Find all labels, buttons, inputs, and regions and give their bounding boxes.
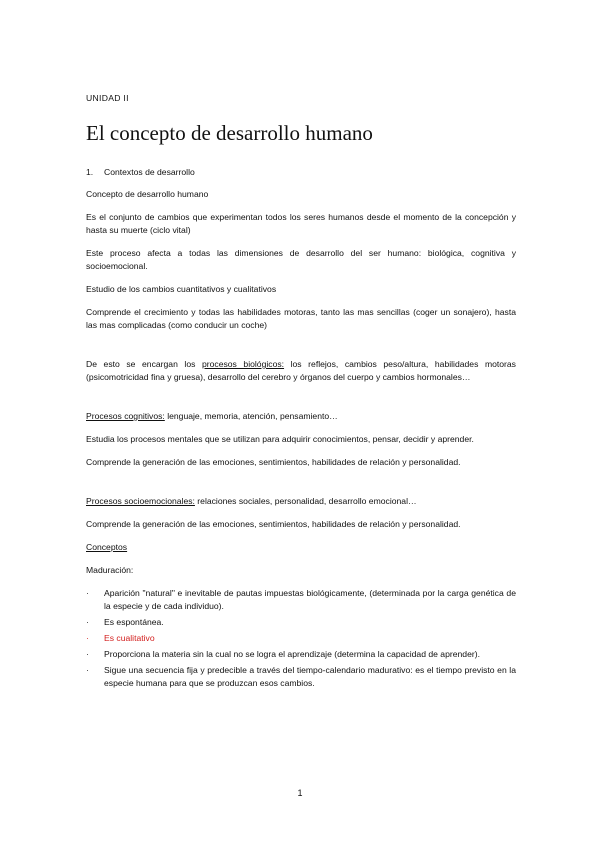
paragraph-cognitive [86,410,516,423]
list-item [86,648,516,661]
spacer [86,479,516,495]
biological-processes-link[interactable]: procesos biológicos: [201,359,285,369]
bullet-icon: · [86,588,89,598]
paragraph-dimensions: Este proceso afecta a todas las dimensiones de desarrollo del ser humano: biológica, cognitiva y socioemocional. [86,248,516,271]
bio-prefix: De esto se encargan los [86,359,202,369]
paragraph-growth: Comprende el crecimiento y todas las habilidades motoras, tanto las mas sencillas (coger un sonajero), hasta las mas complicadas (como conducir un coche) [86,307,516,330]
paragraph-biological [86,358,516,384]
paragraph-socioemotional [86,495,516,508]
concept-heading: Concepto de desarrollo humano [86,189,209,199]
spacer [86,394,516,410]
cognitive-processes-link[interactable]: Procesos cognitivos: [86,411,165,421]
section-label: Contextos de desarrollo [104,167,195,177]
bullet-icon: · [86,617,89,627]
bullet-icon: · [86,649,89,659]
paragraph-definition: Es el conjunto de cambios que experimentan todos los seres humanos desde el momento de la concepción y hasta su muerte (ciclo vital) [86,212,516,235]
paragraph-socioemotional-emotions: Comprende la generación de las emociones, sentimientos, habilidades de relación y personalidad. [86,519,461,529]
concepts-link[interactable]: Conceptos [86,542,128,552]
cog-rest: lenguaje, memoria, atención, pensamiento… [164,411,338,421]
list-item [86,616,516,629]
bio-rest: los reflejos, cambios peso/altura, habilidades motoras (psicomotricidad fina y gruesa), desarrollo del cerebro y órganos del cuerpo y cambios hormonales… [86,359,516,382]
list-item [86,632,516,645]
paragraph-cognitive-study: Estudia los procesos mentales que se utilizan para adquirir conocimientos, pensar, decidir y aprender. [86,434,474,444]
list-item-text: Sigue una secuencia fija y predecible a través del tiempo-calendario madurativo: es el tiempo previsto en la especie humana para que se produzcan esos cambios. [104,665,516,688]
section-heading [86,166,516,179]
page-number: 1 [297,788,303,798]
list-item [86,587,516,613]
concepts-heading [86,541,516,554]
section-number: 1. [86,167,94,177]
socio-rest: relaciones sociales, personalidad, desarrollo emocional… [194,496,417,506]
page-title: El concepto de desarrollo humano [86,121,373,145]
maduracion-label: Maduración: [86,565,134,575]
page-content [86,92,516,693]
spacer [86,342,516,358]
study-heading: Estudio de los cambios cuantitativos y cualitativos [86,284,277,294]
unit-label: UNIDAD II [86,93,129,103]
list-item [86,664,516,690]
list-item-text: Aparición "natural" e inevitable de pautas impuestas biológicamente, (determinada por la carga genética de la especie y de cada individuo). [104,588,516,611]
bullet-icon: · [86,633,89,643]
paragraph-cognitive-emotions: Comprende la generación de las emociones, sentimientos, habilidades de relación y personalidad. [86,457,461,467]
list-item-text: Es espontánea. [104,617,164,627]
socioemotional-processes-link[interactable]: Procesos socioemocionales: [86,496,195,506]
maduracion-list [86,587,516,690]
list-item-text: Proporciona la materia sin la cual no se logra el aprendizaje (determina la capacidad de aprender). [104,649,480,659]
list-item-text-highlight: Es cualitativo [104,633,155,643]
bullet-icon: · [86,665,89,675]
